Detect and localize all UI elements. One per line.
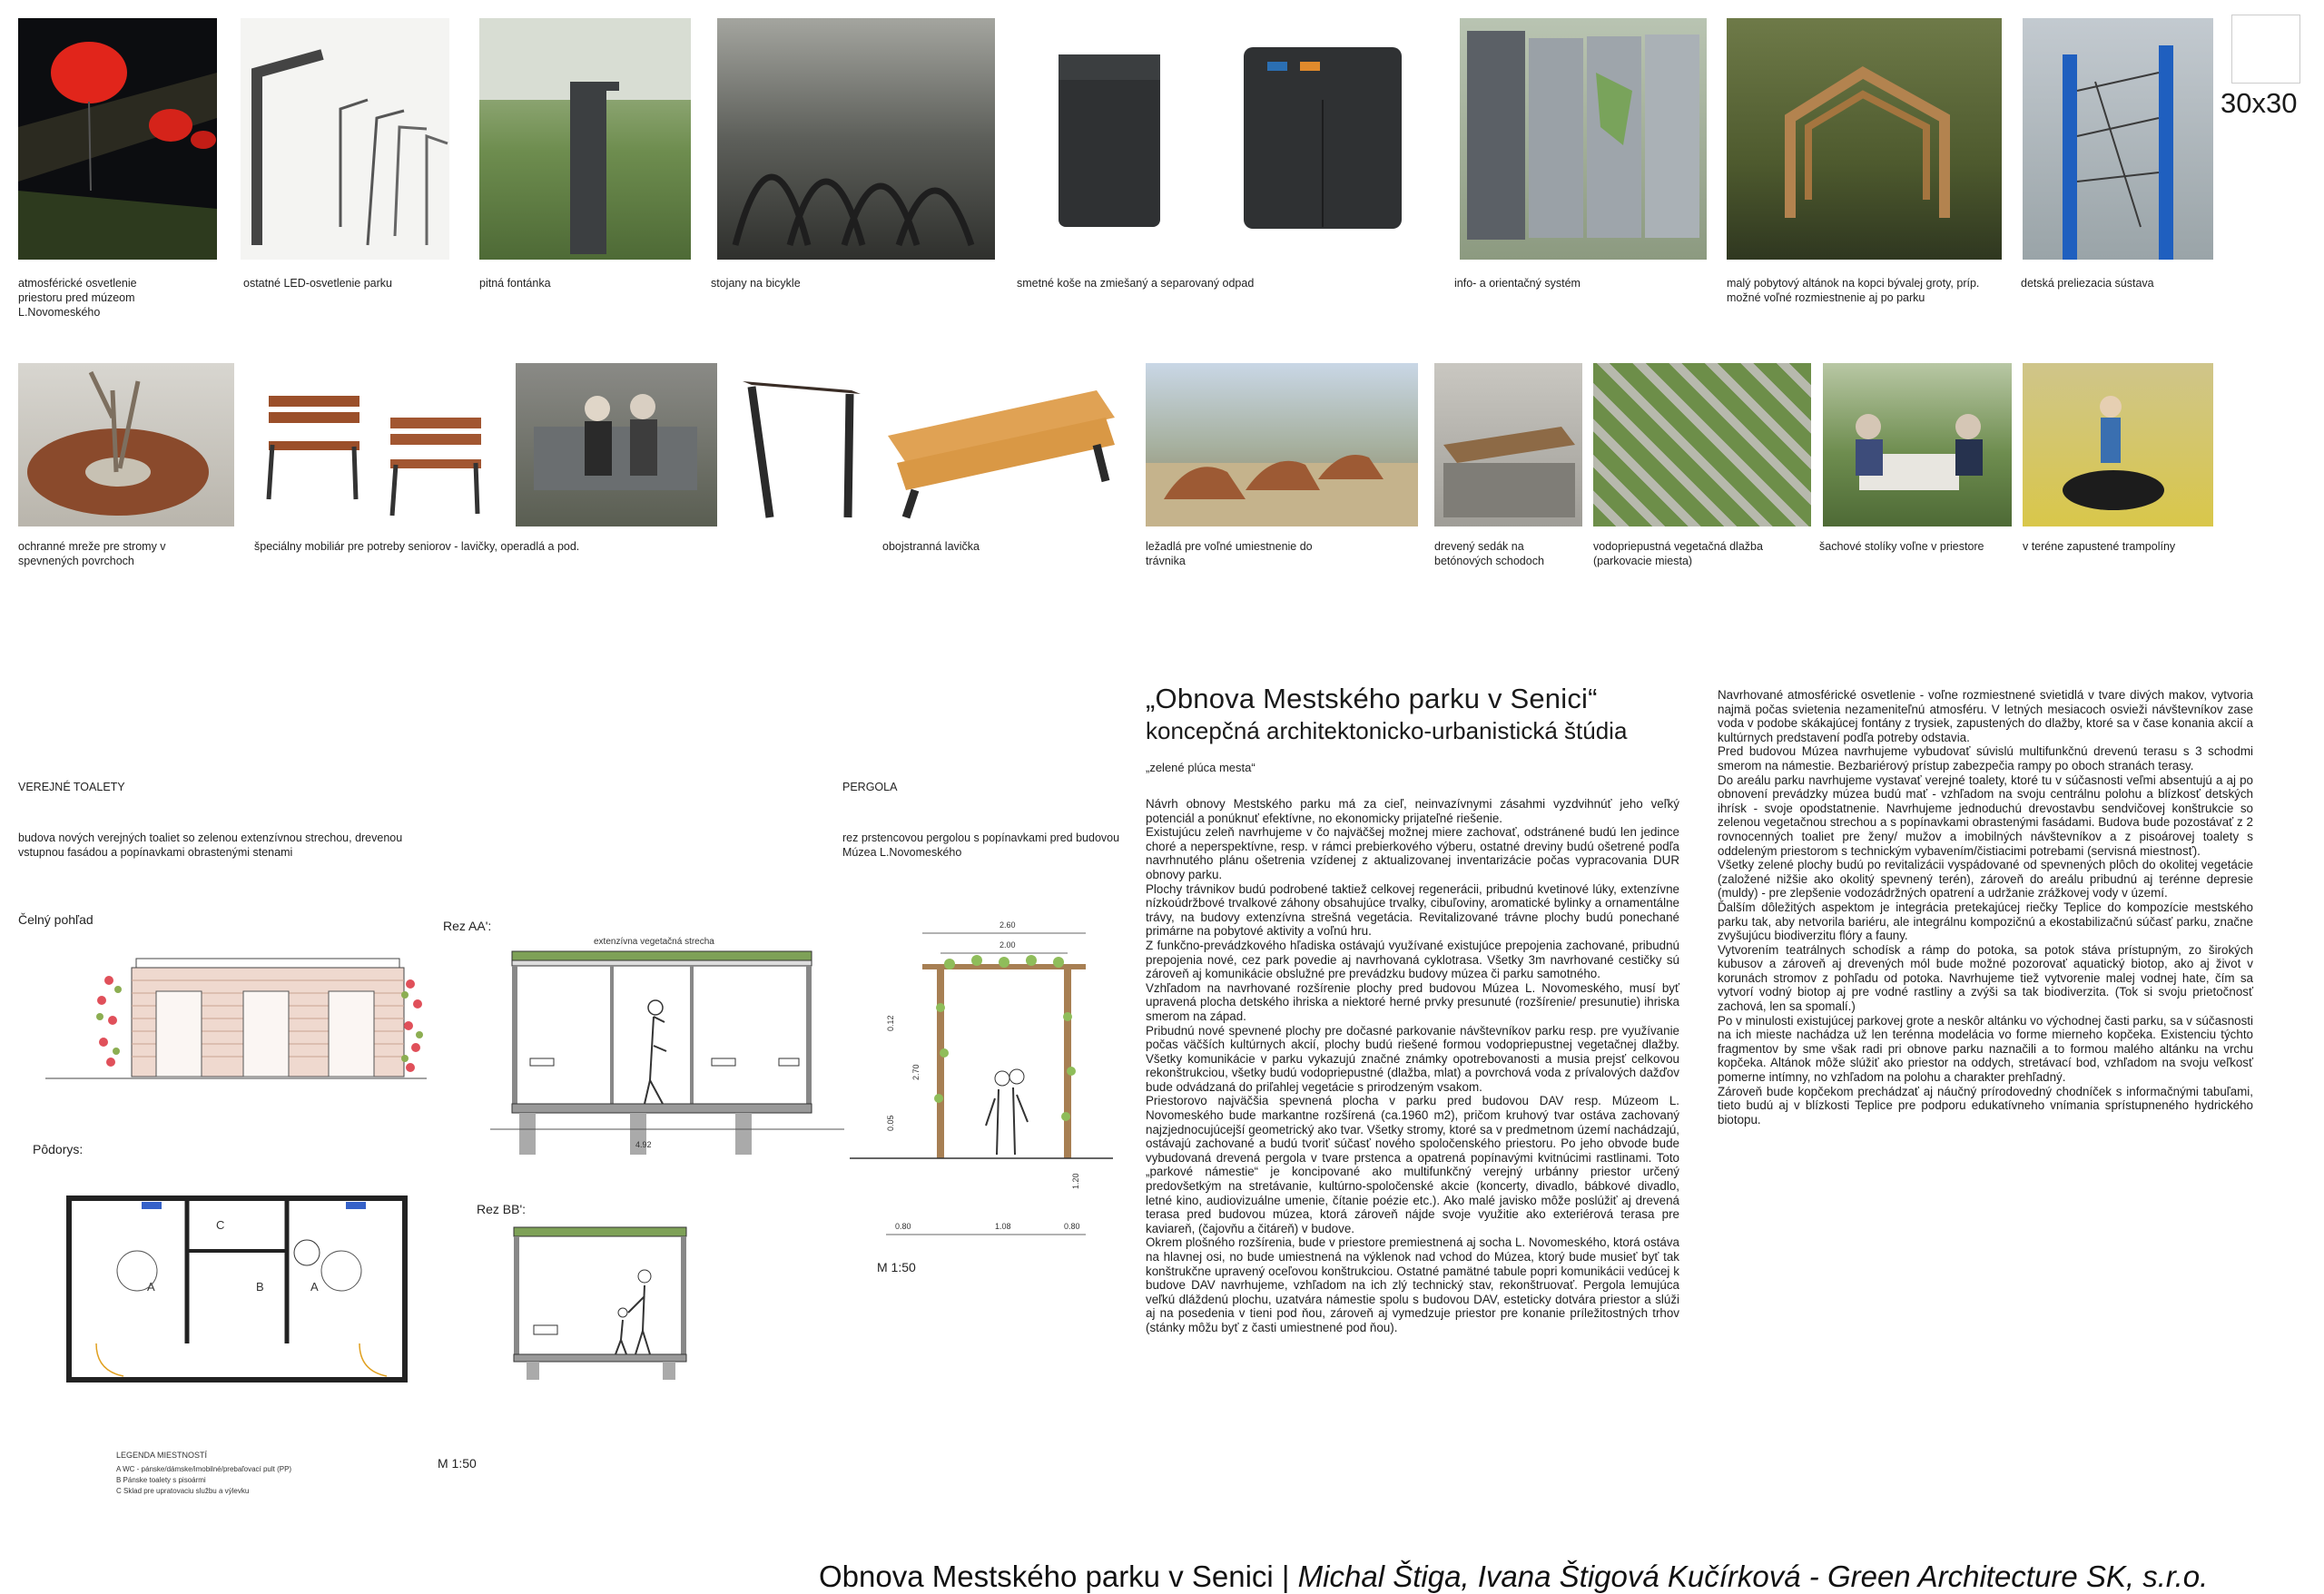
- tagline: „zelené plúca mesta“: [1146, 761, 1256, 774]
- dim-pergola-inner: 2.00: [1000, 940, 1016, 950]
- paragraph: Návrh obnovy Mestského parku má za cieľ, neinvazívnymi zásahmi vyzdvihnúť jeho veľký potenciál a ponúknuť efektívne, no ekonomicky prijateľné riešenie.: [1146, 797, 1679, 825]
- legend-item-c: C Sklad pre upratovaciu službu a výlevku: [116, 1487, 250, 1495]
- photo-atmospheric-lighting: [18, 18, 217, 260]
- front-view-drawing: [45, 944, 427, 1089]
- photo-pavilion: [1727, 18, 2002, 260]
- legend-title: LEGENDA MIESTNOSTÍ: [116, 1451, 208, 1460]
- wooden-seat-icon: [1434, 363, 1582, 526]
- caption-climbing-frame: detská preliezacia sústava: [2021, 277, 2154, 290]
- paragraph: Všetky zelené plochy budú po revitalizácii vyspádované od spevnených plôch do okolitej vegetácie (založené nižšie ako okolitý spevnený terén), zároveň do areálu pribudnú aj terénne depresie (muldy) - pre zlepšenie vodozádržných opatrení a udržanie zrážkovej vody v území.: [1718, 858, 2253, 900]
- pavilion-icon: [1727, 18, 2002, 260]
- floor-plan-drawing: [69, 1171, 414, 1407]
- photo-climbing-frame: [2023, 18, 2213, 260]
- photo-bicycle-stands: [717, 18, 995, 260]
- dim-pergola-foundation: 1.20: [1071, 1173, 1080, 1189]
- room-a-left-label: A: [147, 1280, 155, 1294]
- caption-led-lighting: ostatné LED-osvetlenie parku: [243, 277, 392, 290]
- caption-bicycle-stands: stojany na bicykle: [711, 277, 801, 290]
- paragraph: Okrem plošného rozšírenia, bude v priestore premiestnená aj socha L. Novomeského, ktorá ostáva na hlavnej osi, no bude umiestnená na výklenok nad vchod do Múzea, ktorý bude musieť byť tak konštrukčne upravený oceľovou konštrukciou. Ostatné pamätné tabule popri komunikácii vedúcej k budove DAV navrhujeme, vzhľadom na ich zlý technický stav, rekonštruovať. Pergola lemujúca veľkú dláždenú plochu, uzatvára námestie spolu s budovou DAV, esteticky dotvára priestor a slúži aj na posedenia v tieni pod ňou, zároveň aj vymedzuje priestor pre konanie príležitostných trhov (stánky môžu byť z časti umiestnené pod ňou).: [1146, 1235, 1679, 1334]
- caption-loungers: ležadlá pre voľné umiestnenie do trávnika: [1146, 540, 1313, 567]
- paragraph: Vytvorením teatrálnych schodísk a rámp do potoka, sa potok stáva prístupným, zo širokých kubusov a zároveň aj drevených mól bude možné pozorovať aquatický biotop, ako aj život v korunách stromov z pohľadu od potoka. Navrhujeme tiež vytvorenie malej vodnej hate, čím sa vytvorí vodný biotop aj pre vodné rastliny a zvýši sa tak biodiverzita. (Tok si svoju prietočnosť zachová, len sa spomalí.): [1718, 942, 2253, 1014]
- dim-pergola-top: 2.60: [1000, 920, 1016, 930]
- room-c-label: C: [216, 1218, 225, 1232]
- waste-bin-icon: [1035, 18, 1416, 260]
- room-a-right-label: A: [310, 1280, 319, 1294]
- pergola-description: rez prstencovou pergolou s popínavkami pred budovou Múzea L.Novomeského: [842, 831, 1120, 859]
- caption-double-bench: obojstranná lavička: [882, 540, 980, 553]
- trampoline-icon: [2023, 363, 2213, 526]
- fountain-icon: [479, 18, 691, 260]
- footer-project: Obnova Mestského parku v Senici |: [819, 1560, 1298, 1593]
- photo-led-lighting: [241, 18, 449, 260]
- photo-trampolines: [2023, 363, 2213, 526]
- footer-authors: Michal Štiga, Ivana Štigová Kučírková - Green Architecture SK, s.r.o.: [1297, 1560, 2209, 1593]
- photo-tree-grate: [18, 363, 234, 526]
- room-b-label: B: [256, 1280, 264, 1294]
- section-aa-label: Rez AA':: [443, 919, 492, 933]
- legend-item-b: B Pánske toalety s pisoármi: [116, 1476, 206, 1484]
- scale-box-label: 30x30: [2221, 87, 2298, 119]
- poppy-lights-icon: [18, 18, 217, 260]
- caption-permeable-paving: vodopriepustná vegetačná dlažba (parkovacie miesta): [1593, 540, 1763, 567]
- photo-drinking-fountain: [479, 18, 691, 260]
- dim-pergola-right: 0.80: [1064, 1222, 1080, 1231]
- dim-pergola-beam: 0.12: [886, 1015, 895, 1031]
- caption-tree-grate: ochranné mreže pre stromy v spevnených povrchoch: [18, 540, 166, 567]
- caption-pavilion: malý pobytový altánok na kopci bývalej groty, príp. možné voľné rozmiestnenie aj po parku: [1727, 277, 1980, 304]
- pergola-heading: PERGOLA: [842, 781, 898, 793]
- paragraph: Do areálu parku navrhujeme vystavať verejné toalety, ktoré tu v súčasnosti veľmi absentujú a aj po obnovení prevádzky múzea budú mať - vzhľadom na svoju centrálnu polohu a blízkosť detských ihrísk - svoje opodstatnenie. Navrhujeme jednoduchú drevostavbu sendvičovej konštrukcie so zelenou vegetačnou strechou a s popínavkami obrastenými fasádami. Budova bude pozostávať z 2 rovnocenných toaliet pre ženy/ mužov a imobilných návštevníkov a z pisoárovej toalety s oddeleným priestorom s technickým vybavením/čistiacimi potrebami (servisná miestnosť).: [1718, 772, 2253, 858]
- lounger-icon: [1146, 363, 1418, 526]
- photo-info-system: [1460, 18, 1707, 260]
- body-text-column-1: [1146, 797, 1679, 1335]
- photo-permeable-paving: [1593, 363, 1811, 526]
- toilets-heading: VEREJNÉ TOALETY: [18, 781, 125, 793]
- plans-label: Pôdorys:: [33, 1142, 84, 1156]
- paragraph: Navrhované atmosférické osvetlenie - voľne rozmiestnené svietidlá v tvare divých makov, vytvoria najmä počas svietenia nezameniteľnú atmosféru. V letných mesiacoch osvieži návštevníkov zase voda v podobe skákajúcej fontány z trysiek, zapustených do dlažby, ktoré sa v čase konania akcií a kultúrnych predstavení podľa potreby odstavia.: [1718, 688, 2253, 744]
- legend-item-a: A WC - pánske/dámske/imobilné/prebaľovací pult (PP): [116, 1465, 292, 1473]
- pergola-scale: M 1:50: [877, 1260, 916, 1274]
- paragraph: Priestorovo najväčšia spevnená plocha v parku pred budovou DAV resp. Múzeom L. Novomeského bude markantne rozšírená (ca.1960 m2), pričom kruhový tvar ostáva zachovaný najzjednocujúcejší geometrický ako tvar. Všetky stromy, ktoré sa v predmetnom území nachádzajú, ostávajú zachované a budú tvoriť súčasť nového spoločenského priestoru. Po jeho obvode bude vybudovaná drevená pergola v tvare prstenca a opatrená popínavými kvitnúcimi rastlinami. Toto „parkové námestie“ je koncipované ako multifunkčný verejný urbánny priestor určený predovšetkým na stretávanie, kultúrno-spoločenské akcie (koncerty, divadlo, bábkové divadlo, letné kino, audiovizuálne umenie, čítanie poézie etc.). Ako malé javisko môže poslúžiť aj drevená terasa pred budovou múzea, ktorá zároveň nájde svoje využitie ako exteriérová terasa pre kaviareň, (čajovňu a čitáreň) v budove.: [1146, 1094, 1679, 1235]
- climbing-frame-icon: [2023, 18, 2213, 260]
- caption-wooden-seat: drevený sedák na betónových schodoch: [1434, 540, 1544, 567]
- photo-seniors: [516, 363, 717, 526]
- caption-drinking-fountain: pitná fontánka: [479, 277, 551, 290]
- page-subtitle: koncepčná architektonicko-urbanistická štúdia: [1146, 717, 1628, 744]
- lamp-post-icon: [241, 18, 449, 260]
- dim-pergola-height: 2.70: [911, 1064, 921, 1080]
- info-panel-icon: [1460, 18, 1707, 260]
- dim-492: 4.92: [635, 1140, 652, 1149]
- paragraph: Pred budovou Múzea navrhujeme vybudovať súvislú multifunkčnú drevenú terasu s 3 schodmi smerom na námestie. Bezbariérový prístup zabezpečia rampy po oboch stranách terasy.: [1718, 744, 2253, 772]
- photo-waste-bins: [1035, 18, 1416, 260]
- toilets-scale: M 1:50: [438, 1456, 477, 1471]
- paragraph: Pribudnú nové spevnené plochy pre dočasné parkovanie návštevníkov parku resp. pre využívanie počas väčších kultúrnych akcií, plochy budú riešené formou vodopriepustnej vegetačnej dlažby. Všetky komunikácie v parku vykazujú značné známky opotrebovanosti a musia prejsť celkovou rekonštrukciou, všetky budú vodopriepustné (dlažba, mlat) a povrchová voda z prívalových dažďov bude odvádzaná do priľahlej vegetácie s prirodzeným vsakom.: [1146, 1023, 1679, 1094]
- section-aa-drawing: [472, 944, 853, 1149]
- dim-pergola-base: 0.05: [886, 1115, 895, 1131]
- footer: [819, 1560, 2317, 1594]
- paragraph: Vzhľadom na navrhované rozšírenie plochy pred budovou Múzea L. Novomeského, musí byť upravená plocha detského ihriska a niektoré herné prvky presunuté (rozšírenie/ presunutie) ihriska smerom na západ.: [1146, 980, 1679, 1023]
- page-title: „Obnova Mestského parku v Senici“: [1146, 683, 1598, 714]
- photo-chess-tables: [1823, 363, 2012, 526]
- dim-pergola-left: 0.80: [895, 1222, 911, 1231]
- paragraph: Plochy trávnikov budú podrobené taktiež celkovej regenerácii, pribudnú kvetinové lúky, extenzívne nízkoúdržbové trvalkové záhony obsahujúce trvalky, cibuľoviny, aromatické bylinky a ornamentálne trávy, na budovy extenzívna strešná vegetácia. Revitalizované trávne plochy budú ponechané primárne na pobytové aktivity a voľnú hru.: [1146, 881, 1679, 939]
- caption-trampolines: v teréne zapustené trampolíny: [2023, 540, 2176, 553]
- bench-seniors-icon: [516, 363, 717, 526]
- photo-senior-bench: [254, 363, 495, 526]
- caption-waste-bins: smetné koše na zmiešaný a separovaný odpad: [1017, 277, 1255, 290]
- front-view-label: Čelný pohľad: [18, 912, 94, 927]
- paragraph: Po v minulosti existujúcej parkovej grote a neskôr altánku vo východnej časti parku, sa v súčasnosti na ich mieste nachádza už len terénna modelácia vo forme mierneho kopčeka. Existenciu týchto fragmentov by sme však radi pri obnove parku naznačili a to formou malého altánku na vrchu kopčeka. Altánok môže slúžiť ako priestor na oddych, stretávací bod, vzhľadom na svoju veľkosť pomerne intímny, no vzhľadom na polohu a charakter prehľadný.: [1718, 1013, 2253, 1085]
- paragraph: Existujúcu zeleň navrhujeme v čo najväčšej možnej miere zachovať, odstránené budú len jedince choré a neperspektívne, resp. v rámci prebierkového výberu, ostatné dreviny budú ošetrené podľa navrhnutého plánu ošetrenia vzídenej z aktualizovanej inventarizácie počas vypracovania DUR obnovy parku.: [1146, 825, 1679, 881]
- pergola-section-drawing: [850, 917, 1113, 1253]
- photo-double-bench: [734, 363, 1124, 526]
- bench-icon: [254, 363, 495, 526]
- paragraph: Z funkčno-prevádzkového hľadiska ostávajú využívané existujúce prepojenia zachované, pribudnú prepojenia nové, cez park povedie aj navrhovaná cyklotrasa. Všetky 3m navrhované cestičky sú zároveň aj komunikácie obslužné pre prevádzku budovy múzea či parku samotného.: [1146, 938, 1679, 981]
- scale-box: [2231, 15, 2300, 84]
- roof-note: extenzívna vegetačná strecha: [594, 937, 714, 947]
- body-text-column-2: [1718, 688, 2253, 1127]
- photo-wooden-seat: [1434, 363, 1582, 526]
- chess-table-icon: [1823, 363, 2012, 526]
- tree-grate-icon: [18, 363, 234, 526]
- caption-atmospheric-lighting: atmosférické osvetlenie priestoru pred múzeom L.Novomeského: [18, 277, 137, 319]
- dim-pergola-mid: 1.08: [995, 1222, 1011, 1231]
- toilets-description: budova nových verejných toaliet so zelenou extenzívnou strechou, drevenou vstupnou fasádou a popínavkami obrastenými stenami: [18, 831, 403, 859]
- photo-loungers: [1146, 363, 1418, 526]
- caption-senior-furniture: špeciálny mobiliár pre potreby seniorov - lavičky, operadlá a pod.: [254, 540, 580, 553]
- paragraph: Zároveň bude kopčekom prechádzať aj náučný prírodovedný chodníček s informačnými tabuľami, tieto budú aj v blízkosti Teplice pre podporu edukatívneho vnímania sprístupneného hydrického biotopu.: [1718, 1084, 2253, 1127]
- caption-chess-tables: šachové stolíky voľne v priestore: [1819, 540, 1984, 553]
- double-bench-icon: [734, 363, 1124, 526]
- caption-info-system: info- a orientačný systém: [1454, 277, 1581, 290]
- paragraph: Ďalším dôležitých aspektom je integrácia pretekajúcej riečky Teplice do kompozície mestského parku tak, aby netvorila bariéru, ale integrálnu kompozičnú a ekostabilizačnú súčasť parku, značne zvyšujúcu biodiverzitu flóry a fauny.: [1718, 900, 2253, 943]
- section-bb-drawing: [508, 1222, 699, 1385]
- bike-stand-icon: [717, 18, 995, 260]
- section-bb-label: Rez BB':: [477, 1202, 527, 1216]
